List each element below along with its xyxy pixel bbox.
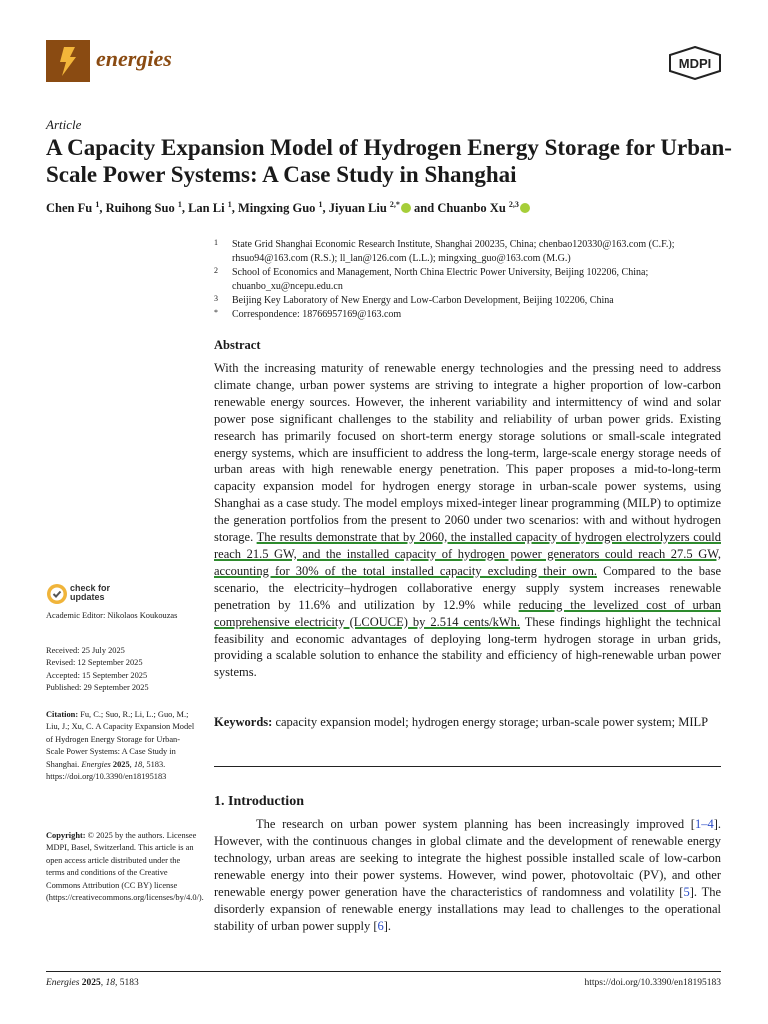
introduction-body: The research on urban power system planning has been increasingly improved [1–4]. However, with the continuous changes in global climate and the development of renewable energy technology, urban areas are seeking to integrate the highest possible installed scale of low-carbon renewable energy into their power systems. However, wind power, photovoltaic (PV), and other renewable energy power generation have the characteristics of randomness and volatility [5]. The disorderly expansion of renewable energy installations may lead to challenges to the operational stability of urban power supply [6]. <box>214 817 722 933</box>
author[interactable]: Lan Li $^1$ <box>188 200 232 216</box>
journal-name: energies <box>96 46 172 71</box>
affiliation-item: 3 Beijing Key Laboratory of New Energy and Low-Carbon Development, Beijing 102206, China <box>214 294 614 306</box>
check-for-updates-label[interactable]: check for updates <box>70 583 111 602</box>
keywords: Keywords: capacity expansion model; hydrogen energy storage; urban-scale power system; MILP <box>214 715 709 729</box>
publication-dates: Received: 25 July 2025 Revised: 12 September 2025 Accepted: 15 September 2025 Published: 29 September 2025 <box>46 646 149 693</box>
author[interactable]: Chen Fu $^1$ <box>46 200 100 216</box>
correspondence: * Correspondence: 18766957169@163.com <box>214 308 402 320</box>
author[interactable]: Jiyuan Liu $^{2,*}$ <box>328 200 400 216</box>
abstract-body: With the increasing maturity of renewable energy technologies and the pressing need to address climate change, urban power systems are striving to integrate a higher proportion of low-carbon renewable energy sources. However, the inherent variability and intermittency of wind and solar power pose significant challenges to the stability and reliability of urban power grids. Existing research has primarily focused on short-term energy storage solutions or small-scale integrated energy systems, which are insufficient to address the long-term, large-scale energy storage needs of urban areas with high renewable energy penetration. This paper proposes a mid-to-long-term capacity expansion model for hydrogen energy storage in urban-scale power systems, using Shanghai as a case study. The model employs mixed-integer linear programming (MILP) to optimize the generation portfolios from the present to 2060 under two scenarios: with and without hydrogen storage. The results demonstrate that by 2060, the installed capacity of hydrogen electrolyzers could reach 21.5 GW, and the installed capacity of hydrogen power generators could reach 27.5 GW, accounting for 30% of the total installed capacity excluding their own. Compared to the base scenario, the electricity–hydrogen collaborative energy supply system increases renewable penetration by 11.6% and utilization by 12.9% while reducing the levelized cost of urban comprehensive electricity (LCOUCE) by 2.514 cents/kWh. These findings highlight the technical feasibility and economic advantages of deploying long-term hydrogen storage in urban grids, providing a scalable solution to enhance the stability and efficiency of high-renewable urban power systems. <box>214 361 722 680</box>
section-heading: 1. Introduction <box>214 794 304 809</box>
highlighted-text: reducing the levelized cost of urban comprehensive electricity (LCOUCE) by 2.514 cents/kWh. <box>214 597 722 629</box>
academic-editor: Academic Editor: Nikolaos Koukouzas <box>46 611 178 620</box>
article-type: Article <box>46 117 82 132</box>
copyright: Copyright: © 2025 by the authors. Licensee MDPI, Basel, Switzerland. This article is an open access article distributed under the terms and conditions of the Creative Commons Attribution (CC BY) license (https://creativecommons.org/licenses/by/4.0/). <box>46 831 204 903</box>
citation-link[interactable]: 6 <box>377 919 384 933</box>
abstract-heading: Abstract <box>214 338 261 352</box>
author[interactable]: Mingxing Guo $^1$ <box>237 200 323 216</box>
author[interactable]: Chuanbo Xu $^{2,3}$ <box>437 200 519 216</box>
citation-link[interactable]: 1–4 <box>694 817 714 831</box>
orcid-icon[interactable] <box>401 203 411 213</box>
footer-citation: Energies 2025, 18, 5183 <box>46 978 139 988</box>
divider <box>214 766 721 767</box>
mdpi-logo <box>667 46 723 85</box>
check-for-updates-icon[interactable] <box>46 583 68 610</box>
author-list: Chen Fu $^1$, Ruihong Suo $^1$, Lan Li $^1$, Mingxing Guo $^1$, Jiyuan Liu $^{2,*}$ and Chuanbo Xu $^{2,3}$ <box>46 200 746 216</box>
mdpi-logo-text: MDPI <box>678 56 712 71</box>
highlighted-text: The results demonstrate that by 2060, the installed capacity of hydrogen electrolyzers could reach 21.5 GW, and the installed capacity of hydrogen power generators could reach 27.5 GW, accounting for 30% of the total installed capacity excluding their own. <box>214 530 721 578</box>
affiliations <box>214 238 724 322</box>
journal-logo <box>46 40 90 82</box>
footer-doi[interactable]: https://doi.org/10.3390/en18195183 <box>584 978 721 988</box>
footer-divider <box>46 971 721 972</box>
author[interactable]: Ruihong Suo $^1$ <box>105 200 182 216</box>
citation-link[interactable]: 5 <box>683 885 690 899</box>
affiliation-item: 2 School of Economics and Management, North China Electric Power University, Beijing 102206, China; chuanbo_xu@ncepu.edu.cn <box>214 266 649 292</box>
affiliation-item: 1 State Grid Shanghai Economic Research Institute, Shanghai 200235, China; chenbao120330@163.com (C.F.); rhsuo94@163.com (R.S.); ll_lan@126.com (L.L.); mingxing_guo@163.com (M.G.) <box>214 238 675 264</box>
paper-title: A Capacity Expansion Model of Hydrogen Energy Storage for Urban-Scale Power Systems: A Case Study in Shanghai <box>46 135 732 187</box>
citation: Citation: Fu, C.; Suo, R.; Li, L.; Guo, M.; Liu, J.; Xu, C. A Capacity Expansion Model of Hydrogen Energy Storage for Urban-Scale Power Systems: A Case Study in Shanghai. Energies 2025, 18, 5183. https://doi.org/10.3390/en18195183 <box>46 710 195 782</box>
orcid-icon[interactable] <box>520 203 530 213</box>
lightning-icon <box>46 40 90 82</box>
